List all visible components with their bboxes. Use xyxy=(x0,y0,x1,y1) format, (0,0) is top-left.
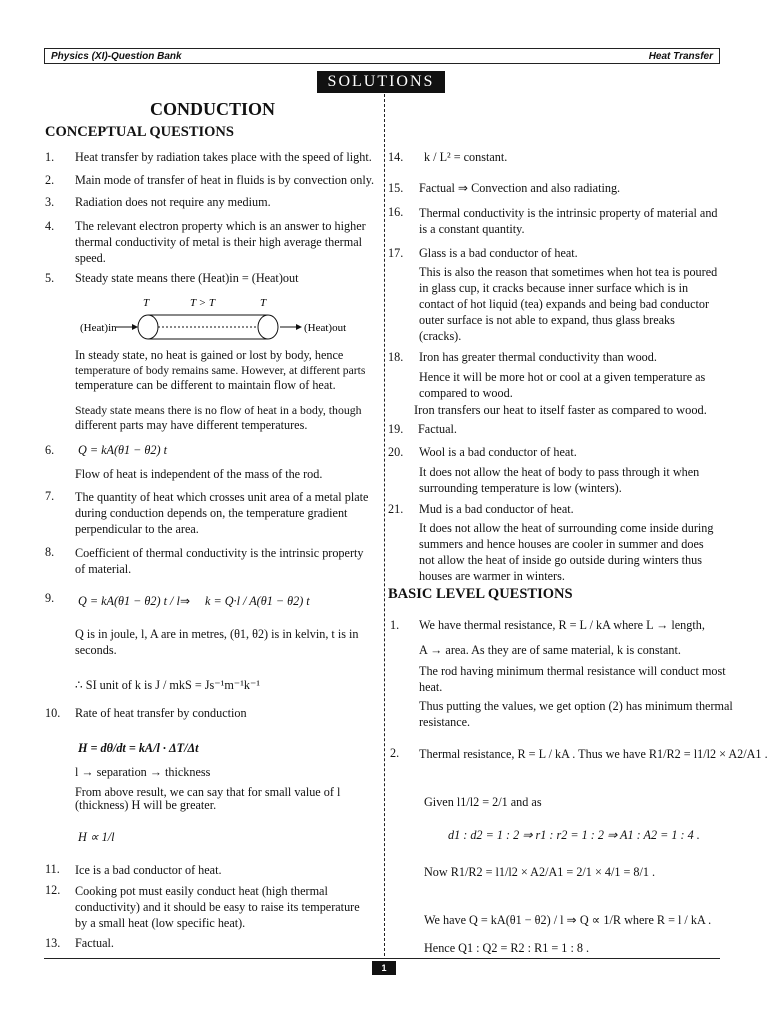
q4-line1: The relevant electron property which is an answer to higher xyxy=(75,219,366,233)
q11-text: Ice is a bad conductor of heat. xyxy=(75,863,222,877)
b2-now: Now R1/R2 = l1/l2 × A2/A1 = 2/1 × 4/1 = 8/1 . xyxy=(424,865,656,879)
q7-line1: The quantity of heat which crosses unit area of a metal plate xyxy=(75,490,369,504)
q5a-line1: In steady state, no heat is gained or lost by body, hence xyxy=(75,348,344,362)
q20-exp1: It does not allow the heat of body to pass through it when xyxy=(419,465,700,479)
b1-exp4: Thus putting the values, we get option (2) has minimum thermal xyxy=(419,699,733,713)
b1-text: We have thermal resistance, R = L / kA where L → length, xyxy=(419,618,705,632)
q13-text: Factual. xyxy=(75,936,114,950)
q1-number: 1. xyxy=(45,150,55,164)
q21-number: 21. xyxy=(388,502,404,516)
q18-exp2: compared to wood. xyxy=(419,386,513,400)
q17-exp3: contact of hot liquid (tea) expands and being bad conductor xyxy=(419,297,710,311)
q16-number: 16. xyxy=(388,205,404,219)
q16-line2: is a constant quantity. xyxy=(419,222,525,236)
header-book-title: Physics (XI)-Question Bank xyxy=(51,50,182,62)
q10-separation: l → separation → thickness xyxy=(75,765,211,779)
q14-text: k / L² = constant. xyxy=(424,150,508,164)
q9-number: 9. xyxy=(45,591,55,605)
q14-number: 14. xyxy=(388,150,404,164)
q20-number: 20. xyxy=(388,445,404,459)
q1-text: Heat transfer by radiation takes place with the speed of light. xyxy=(75,150,372,164)
q18-number: 18. xyxy=(388,350,404,364)
q16-line1: Thermal conductivity is the intrinsic property of material and xyxy=(419,206,718,220)
q21-exp4: houses are warmer in winters. xyxy=(419,569,565,583)
rod-end-right xyxy=(258,315,278,339)
q5-text: Steady state means there (Heat)in = (Heat)out xyxy=(75,271,299,285)
q5a-line2: temperature of body remains same. However, at different parts xyxy=(75,364,366,377)
q21-exp1: It does not allow the heat of surrounding come inside during xyxy=(419,521,714,535)
q4-line3: speed. xyxy=(75,251,106,265)
q15-text: Factual ⇒ Convection and also radiating. xyxy=(419,181,621,195)
q12-line2: conductivity) and it should be easy to raise its temperature xyxy=(75,900,360,914)
section-title: CONDUCTION xyxy=(150,99,276,119)
q5a-line3: temperature can be different to maintain flow of heat. xyxy=(75,378,336,392)
q17-text: Glass is a bad conductor of heat. xyxy=(419,246,578,260)
q4-line2: thermal conductivity of metal is their high average thermal xyxy=(75,235,362,249)
page-number: 1 xyxy=(372,961,396,975)
b1-exp3: heat. xyxy=(419,680,443,694)
q10-line1: From above result, we can say that for small value of l xyxy=(75,785,341,799)
q10-text: Rate of heat transfer by conduction xyxy=(75,706,247,720)
q5b-line2: different parts may have different temperatures. xyxy=(75,418,308,432)
q18-text: Iron has greater thermal conductivity than wood. xyxy=(419,350,657,364)
q3-number: 3. xyxy=(45,195,55,209)
q17-exp4: outer surface is not able to expand, thus glass breaks xyxy=(419,313,675,327)
q10-proportion: H ∝ 1/l xyxy=(78,830,115,844)
steady-state-rod-diagram xyxy=(78,294,378,344)
q5b-line1: Steady state means there is no flow of heat in a body, though xyxy=(75,403,362,417)
q4-number: 4. xyxy=(45,219,55,233)
diagram-label-t1: T xyxy=(143,297,150,309)
q20-exp2: surrounding temperature is low (winters). xyxy=(419,481,622,495)
q2-text: Main mode of transfer of heat in fluids is by convection only. xyxy=(75,173,375,187)
q7-line2: during conduction depends on, the temperature gradient xyxy=(75,506,348,520)
q10-equation: H = dθ/dt = kA/l · ΔT/Δt xyxy=(78,741,199,755)
sub-title: CONCEPTUAL QUESTIONS xyxy=(45,124,234,140)
q13-number: 13. xyxy=(45,936,61,950)
q11-number: 11. xyxy=(45,862,60,876)
q9-equation-q: Q = kA(θ1 − θ2) t / l xyxy=(78,594,180,608)
heat-out-label: (Heat)out xyxy=(304,322,347,334)
q17-exp1: This is also the reason that sometimes when hot tea is poured xyxy=(419,265,718,279)
footer-rule xyxy=(44,958,720,959)
q10-line2: (thickness) H will be greater. xyxy=(75,798,217,812)
b1-exp1: A → area. As they are of same material, k is constant. xyxy=(419,643,681,657)
q8-number: 8. xyxy=(45,545,55,559)
q5-number: 5. xyxy=(45,271,55,285)
q6-equation: Q = kA(θ1 − θ2) t xyxy=(78,443,168,457)
q19-number: 19. xyxy=(388,422,404,436)
q6-number: 6. xyxy=(45,443,55,457)
b2-number: 2. xyxy=(390,746,400,760)
q12-number: 12. xyxy=(45,883,61,897)
running-header xyxy=(44,48,720,64)
q9-implies: ⇒ xyxy=(180,594,191,608)
q12-line1: Cooking pot must easily conduct heat (high thermal xyxy=(75,884,328,898)
b1-exp5: resistance. xyxy=(419,715,471,729)
q21-exp3: not allow the heat of inside go outside during winters thus xyxy=(419,553,702,567)
q2-number: 2. xyxy=(45,173,55,187)
b2-text: Thermal resistance, R = L / kA . Thus we have R1/R2 = l1/l2 × A2/A1 . xyxy=(419,747,768,761)
q12-line3: by a small heat (low specific heat). xyxy=(75,916,246,930)
q18-exp3: Iron transfers our heat to itself faster as compared to wood. xyxy=(414,403,707,417)
b2-wehave: We have Q = kA(θ1 − θ2) / l ⇒ Q ∝ 1/R where R = l / kA . xyxy=(424,913,712,927)
diagram-label-t2: T xyxy=(260,297,267,309)
q9-equation-k: k = Q·l / A(θ1 − θ2) t xyxy=(205,594,310,608)
q17-number: 17. xyxy=(388,246,404,260)
b2-hence: Hence Q1 : Q2 = R2 : R1 = 1 : 8 . xyxy=(424,941,590,955)
q7-line3: perpendicular to the area. xyxy=(75,522,199,536)
q21-exp2: summers and hence houses are cooler in summer and does xyxy=(419,537,704,551)
q9-si-unit: ∴ SI unit of k is J / mkS = Js⁻¹m⁻¹k⁻¹ xyxy=(75,678,261,692)
b2-ratios: d1 : d2 = 1 : 2 ⇒ r1 : r2 = 1 : 2 ⇒ A1 : A2 = 1 : 4 . xyxy=(448,828,700,842)
basic-level-title: BASIC LEVEL QUESTIONS xyxy=(388,586,573,602)
q9-line2: seconds. xyxy=(75,643,117,657)
q8-line2: of material. xyxy=(75,562,132,576)
q8-line1: Coefficient of thermal conductivity is the intrinsic property xyxy=(75,546,364,560)
q3-text: Radiation does not require any medium. xyxy=(75,195,271,209)
header-chapter-title: Heat Transfer xyxy=(648,50,713,62)
q10-number: 10. xyxy=(45,706,61,720)
q17-exp2: in glass cup, it cracks because inner surface which is in xyxy=(419,281,689,295)
q19-text: Factual. xyxy=(418,422,457,436)
q15-number: 15. xyxy=(388,181,404,195)
heat-in-label: (Heat)in xyxy=(80,322,117,334)
q9-line1: Q is in joule, l, A are in metres, (θ1, θ2) is in kelvin, t is in xyxy=(75,627,359,641)
q7-number: 7. xyxy=(45,489,55,503)
b1-exp2: The rod having minimum thermal resistance will conduct most xyxy=(419,664,726,678)
solutions-banner: SOLUTIONS xyxy=(317,71,445,93)
q20-text: Wool is a bad conductor of heat. xyxy=(419,445,577,459)
b2-given: Given l1/l2 = 2/1 and as xyxy=(424,795,542,809)
q17-exp5: (cracks). xyxy=(419,329,462,343)
b1-number: 1. xyxy=(390,618,400,632)
q21-text: Mud is a bad conductor of heat. xyxy=(419,502,574,516)
column-divider xyxy=(384,94,385,956)
q6-text: Flow of heat is independent of the mass of the rod. xyxy=(75,467,323,481)
q18-exp1: Hence it will be more hot or cool at a given temperature as xyxy=(419,370,706,384)
diagram-label-t1-gt-t2: T > T xyxy=(190,297,215,309)
rod-end-left xyxy=(138,315,158,339)
